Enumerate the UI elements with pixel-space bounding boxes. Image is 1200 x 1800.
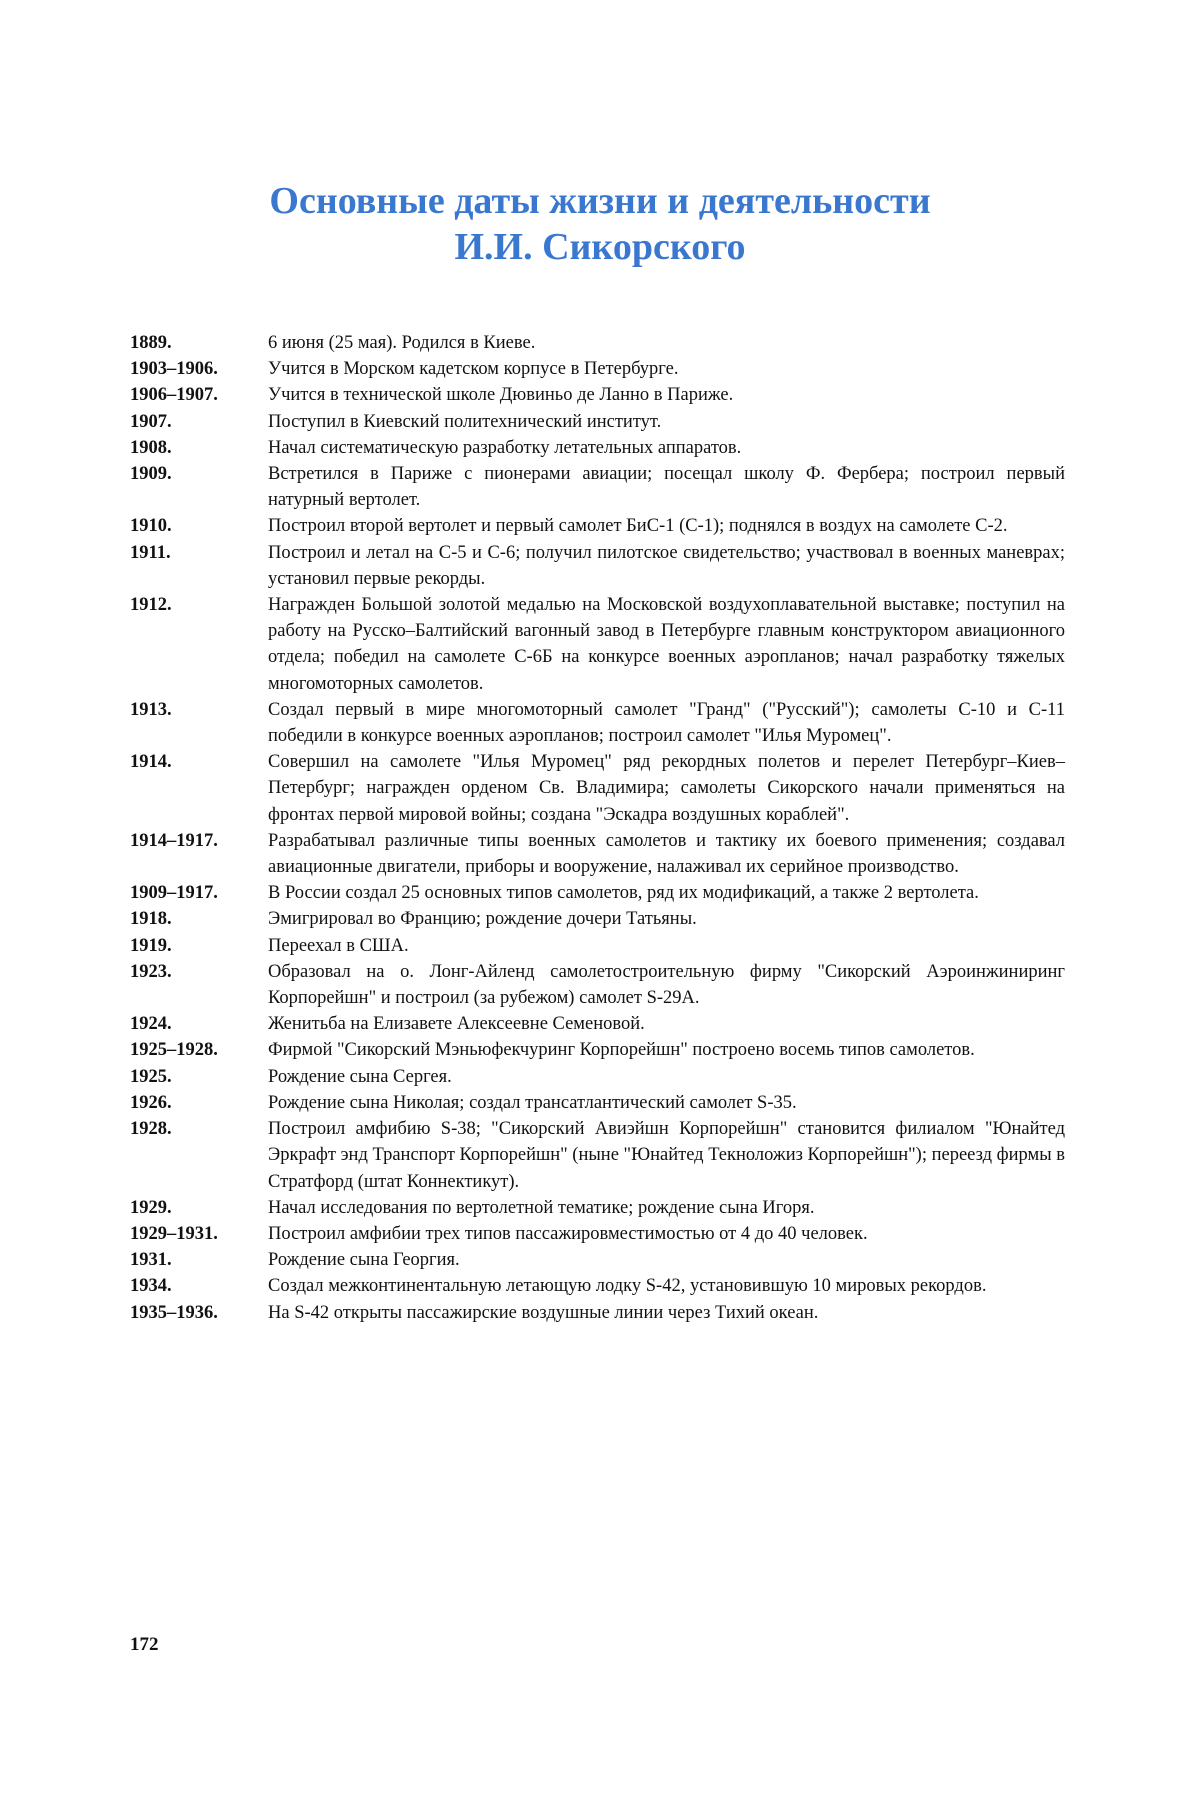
chronology-list [130, 330, 1065, 1326]
entry-year: 1911. [130, 542, 171, 563]
page-number: 172 [130, 1634, 159, 1655]
entry-year: 1929–1931. [130, 1223, 218, 1244]
entry-year: 1906–1907. [130, 385, 218, 406]
chronology-entry [130, 1037, 1065, 1063]
entry-text: Поступил в Киевский политехнический институт. [268, 411, 662, 432]
entry-text: На S-42 открыты пассажирские воздушные линии через Тихий океан. [268, 1302, 819, 1323]
entry-year: 1918. [130, 909, 172, 930]
entry-text: Учится в технической школе Дювиньо де Ланно в Париже. [268, 385, 734, 406]
entry-year: 1928. [130, 1119, 172, 1140]
entry-text: Рождение сына Георгия. [268, 1250, 460, 1271]
entry-year: 1889. [130, 333, 172, 353]
entry-text: Построил и летал на С-5 и С-6; получил пилотское свидетельство; участвовал в военных маневрах; установил первые рекорды. [268, 542, 1065, 589]
chronology-entry [130, 1247, 1065, 1273]
chronology-entry [130, 330, 1065, 356]
entry-year: 1912. [130, 595, 172, 616]
entry-text: Рождение сына Николая; создал трансатлантический самолет S-35. [268, 1092, 797, 1113]
title-line-1: Основные даты жизни и деятельности [269, 180, 931, 222]
entry-text: Построил второй вертолет и первый самолет БиС-1 (С-1); поднялся в воздух на самолете С-2. [268, 516, 1008, 537]
chronology-entry [130, 959, 1065, 1011]
entry-year: 1903–1906. [130, 359, 218, 380]
entry-text: Встретился в Париже с пионерами авиации; посещал школу Ф. Фербера; построил первый натурный вертолет. [268, 464, 1065, 511]
chronology-entry [130, 906, 1065, 932]
entry-year: 1914–1917. [130, 830, 218, 851]
chronology-entry [130, 933, 1065, 959]
entry-year: 1907. [130, 411, 172, 432]
chronology-entry [130, 409, 1065, 435]
chronology-entry [130, 1273, 1065, 1299]
entry-text: Начал исследования по вертолетной тематике; рождение сына Игоря. [268, 1197, 815, 1218]
entry-year: 1909. [130, 464, 172, 485]
title-line-2: И.И. Сикорского [454, 226, 746, 268]
entry-year: 1931. [130, 1250, 172, 1271]
entry-text: Совершил на самолете "Илья Муромец" ряд рекордных полетов и перелет Петербург–Киев–Петербург; награжден орденом Св. Владимира; самолеты Сикорского начали применяться на фронтах первой мировой войны; создана "Эскадра воздушных кораблей". [268, 752, 1065, 825]
entry-year: 1934. [130, 1276, 172, 1297]
entry-year: 1919. [130, 935, 172, 956]
entry-text: Переехал в США. [268, 935, 409, 956]
entry-text: Фирмой "Сикорский Мэньюфекчуринг Корпорейшн" построено восемь типов самолетов. [268, 1040, 975, 1061]
chronology-entry [130, 697, 1065, 749]
entry-year: 1913. [130, 699, 172, 720]
entry-year: 1910. [130, 516, 172, 537]
entry-text: 6 июня (25 мая). Родился в Киеве. [268, 333, 536, 353]
chronology-entry [130, 1300, 1065, 1326]
chronology-entry [130, 513, 1065, 539]
chronology-entry [130, 356, 1065, 382]
entry-text: В России создал 25 основных типов самолетов, ряд их модификаций, а также 2 вертолета. [268, 883, 979, 904]
entry-text: Создал первый в мире многомоторный самолет "Гранд" ("Русский"); самолеты С-10 и С-11 победили в конкурсе военных аэропланов; построил самолет "Илья Муромец". [268, 699, 1065, 747]
entry-text: Построил амфибию S-38; "Сикорский Авиэйшн Корпорейшн" становится филиалом "Юнайтед Эркрафт энд Транспорт Корпорейшн" (ныне "Юнайтед Текноложиз Корпорейшн"); переезд фирмы в Стратфорд (штат Коннектикут). [268, 1119, 1065, 1192]
entry-year: 1909–1917. [130, 883, 218, 904]
entry-year: 1935–1936. [130, 1302, 218, 1323]
chronology-entry [130, 540, 1065, 592]
chronology-entry [130, 1011, 1065, 1037]
chronology-entry [130, 1116, 1065, 1195]
entry-year: 1914. [130, 752, 172, 773]
chronology-entry [130, 1195, 1065, 1221]
entry-year: 1926. [130, 1092, 172, 1113]
entry-text: Построил амфибии трех типов пассажировместимостью от 4 до 40 человек. [268, 1223, 868, 1244]
entry-text: Рождение сына Сергея. [268, 1066, 452, 1087]
chronology-entry [130, 828, 1065, 880]
entry-year: 1923. [130, 961, 172, 982]
chronology-entry [130, 1064, 1065, 1090]
entry-year: 1908. [130, 437, 172, 458]
entry-year: 1924. [130, 1014, 172, 1035]
entry-text: Начал систематическую разработку летательных аппаратов. [268, 437, 742, 458]
entry-year: 1925–1928. [130, 1040, 218, 1061]
entry-text: Учится в Морском кадетском корпусе в Петербурге. [268, 359, 679, 380]
entry-year: 1925. [130, 1066, 172, 1087]
entry-year: 1929. [130, 1197, 172, 1218]
entry-text: Женитьба на Елизавете Алексеевне Семеновой. [268, 1014, 645, 1035]
entry-text: Образовал на о. Лонг-Айленд самолетостроительную фирму "Сикорский Аэроинжиниринг Корпорейшн" и построил (за рубежом) самолет S-29A. [268, 961, 1065, 1009]
entry-text: Награжден Большой золотой медалью на Московской воздухоплавательной выставке; поступил на работу на Русско–Балтийский вагонный завод в Петербурге главным конструктором авиационного отдела; победил на самолете С-6Б на конкурсе военных аэропланов; начал разработку тяжелых многомоторных самолетов. [268, 595, 1065, 694]
chronology-entry [130, 1221, 1065, 1247]
chronology-entry [130, 382, 1065, 408]
chronology-entry [130, 1090, 1065, 1116]
chronology-entry [130, 592, 1065, 697]
chronology-entry [130, 435, 1065, 461]
entry-text: Эмигрировал во Францию; рождение дочери Татьяны. [268, 909, 697, 930]
entry-text: Создал межконтинентальную летающую лодку S-42, установившую 10 мировых рекордов. [268, 1276, 987, 1297]
chronology-entry [130, 880, 1065, 906]
chronology-entry [130, 749, 1065, 828]
entry-text: Разрабатывал различные типы военных самолетов и тактику их боевого применения; создавал авиационные двигатели, приборы и вооружение, налаживал их серийное производство. [268, 830, 1065, 878]
page-title [0, 178, 1200, 270]
chronology-entry [130, 461, 1065, 513]
